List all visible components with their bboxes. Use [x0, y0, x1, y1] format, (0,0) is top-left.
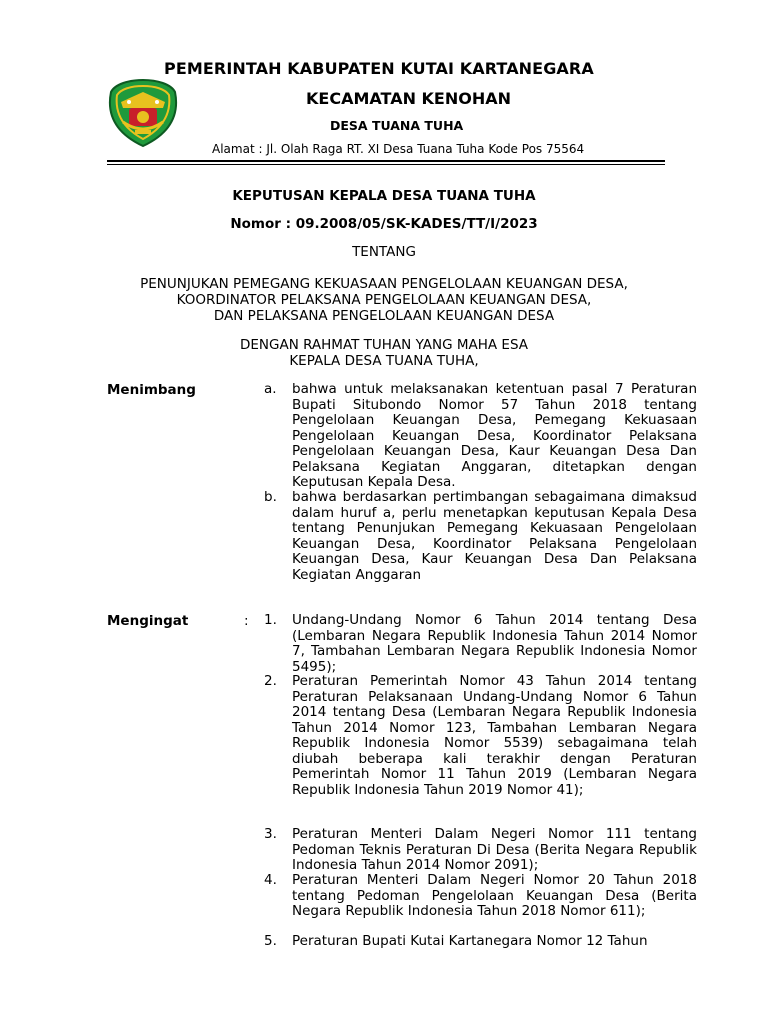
item-text: Peraturan Bupati Kutai Kartanegara Nomor 12 Tahun	[292, 933, 648, 949]
header-district-name: KECAMATAN KENOHAN	[306, 89, 512, 108]
item-text: Peraturan Pemerintah Nomor 43 Tahun 2014 tentang Peraturan Pelaksanaan Undang-Undang Nomor 6 Tahun 2014 tentang Desa (Lembaran Negara Republik Indonesia Tahun 2014 Nomor 123, Tambahan Lembaran Negara Republik Indonesia Nomor 5539) sebagaimana telah diubah beberapa kali terakhir dengan Peraturan Pemerintah Nomor 11 Tahun 2019 (Lembaran Negara Republik Indonesia Tahun 2019 Nomor 41);	[292, 673, 697, 798]
item-marker: b.	[264, 489, 277, 505]
mengingat-label: Mengingat	[107, 613, 189, 629]
subject-line: PENUNJUKAN PEMEGANG KEKUASAAN PENGELOLAAN KEUANGAN DESA,	[140, 276, 628, 292]
item-text: Peraturan Menteri Dalam Negeri Nomor 111 tentang Pedoman Teknis Peraturan Di Desa (Berita Negara Republik Indonesia Tahun 2014 Nomor 2091);	[292, 826, 697, 873]
kutai-kartanegara-emblem-icon	[107, 78, 179, 148]
subject-line: DAN PELAKSANA PENGELOLAAN KEUANGAN DESA	[213, 308, 555, 324]
mengingat-item	[264, 674, 697, 798]
decree-title: KEPUTUSAN KEPALA DESA TUANA TUHA	[232, 188, 536, 204]
decree-subject	[0, 276, 768, 324]
subject-line: KOORDINATOR PELAKSANA PENGELOLAAN KEUANGAN DESA,	[176, 292, 592, 308]
menimbang-item	[264, 382, 697, 491]
decree-number: Nomor : 09.2008/05/SK-KADES/TT/I/2023	[230, 216, 538, 232]
mengingat-item	[264, 827, 697, 874]
decree-about: TENTANG	[352, 244, 416, 260]
header-rule-thin	[107, 164, 665, 165]
mengingat-item	[264, 934, 697, 950]
decree-grace	[0, 337, 768, 369]
item-marker: 3.	[264, 826, 277, 842]
grace-line: DENGAN RAHMAT TUHAN YANG MAHA ESA	[239, 337, 529, 353]
item-marker: 2.	[264, 673, 277, 689]
item-marker: 4.	[264, 872, 277, 888]
grace-line: KEPALA DESA TUANA TUHA,	[289, 353, 479, 369]
header-village-name: DESA TUANA TUHA	[330, 118, 464, 133]
menimbang-label: Menimbang	[107, 382, 196, 398]
item-marker: 1.	[264, 612, 277, 628]
header-government-name: PEMERINTAH KABUPATEN KUTAI KARTANEGARA	[164, 59, 594, 78]
item-text: Peraturan Menteri Dalam Negeri Nomor 20 Tahun 2018 tentang Pedoman Pengelolaan Keuangan Desa (Berita Negara Republik Indonesia Tahun 2018 Nomor 611);	[292, 872, 697, 919]
item-text: bahwa untuk melaksanakan ketentuan pasal 7 Peraturan Bupati Situbondo Nomor 57 Tahun 2018 tentang Pengelolaan Keuangan Desa, Pemegang Kekuasaan Pengelolaan Keuangan Desa, Koordinator Pelaksana Pengelolaan Keuangan Desa, Kaur Keuangan Desa Dan Pelaksana Kegiatan Anggaran, ditetapkan dengan Keputusan Kepala Desa.	[292, 381, 697, 490]
menimbang-item	[264, 490, 697, 583]
item-marker: 5.	[264, 933, 277, 949]
mengingat-item	[264, 613, 697, 675]
mengingat-item	[264, 873, 697, 920]
header-rule-thick	[107, 160, 665, 162]
item-marker: a.	[264, 381, 277, 397]
mengingat-colon: :	[244, 613, 249, 629]
item-text: bahwa berdasarkan pertimbangan sebagaimana dimaksud dalam huruf a, perlu menetapkan keputusan Kepala Desa tentang Penunjukan Pemegang Kekuasaan Pengelolaan Keuangan Desa, Koordinator Pelaksana Pengelolaan Keuangan Desa, Kaur Keuangan Desa Dan Pelaksana Kegiatan Anggaran	[292, 489, 697, 583]
item-text: Undang-Undang Nomor 6 Tahun 2014 tentang Desa (Lembaran Negara Republik Indonesia Tahun 2014 Nomor 7, Tambahan Lembaran Negara Republik Indonesia Nomor 5495);	[292, 612, 697, 675]
header-address: Alamat : Jl. Olah Raga RT. XI Desa Tuana Tuha Kode Pos 75564	[212, 142, 585, 156]
